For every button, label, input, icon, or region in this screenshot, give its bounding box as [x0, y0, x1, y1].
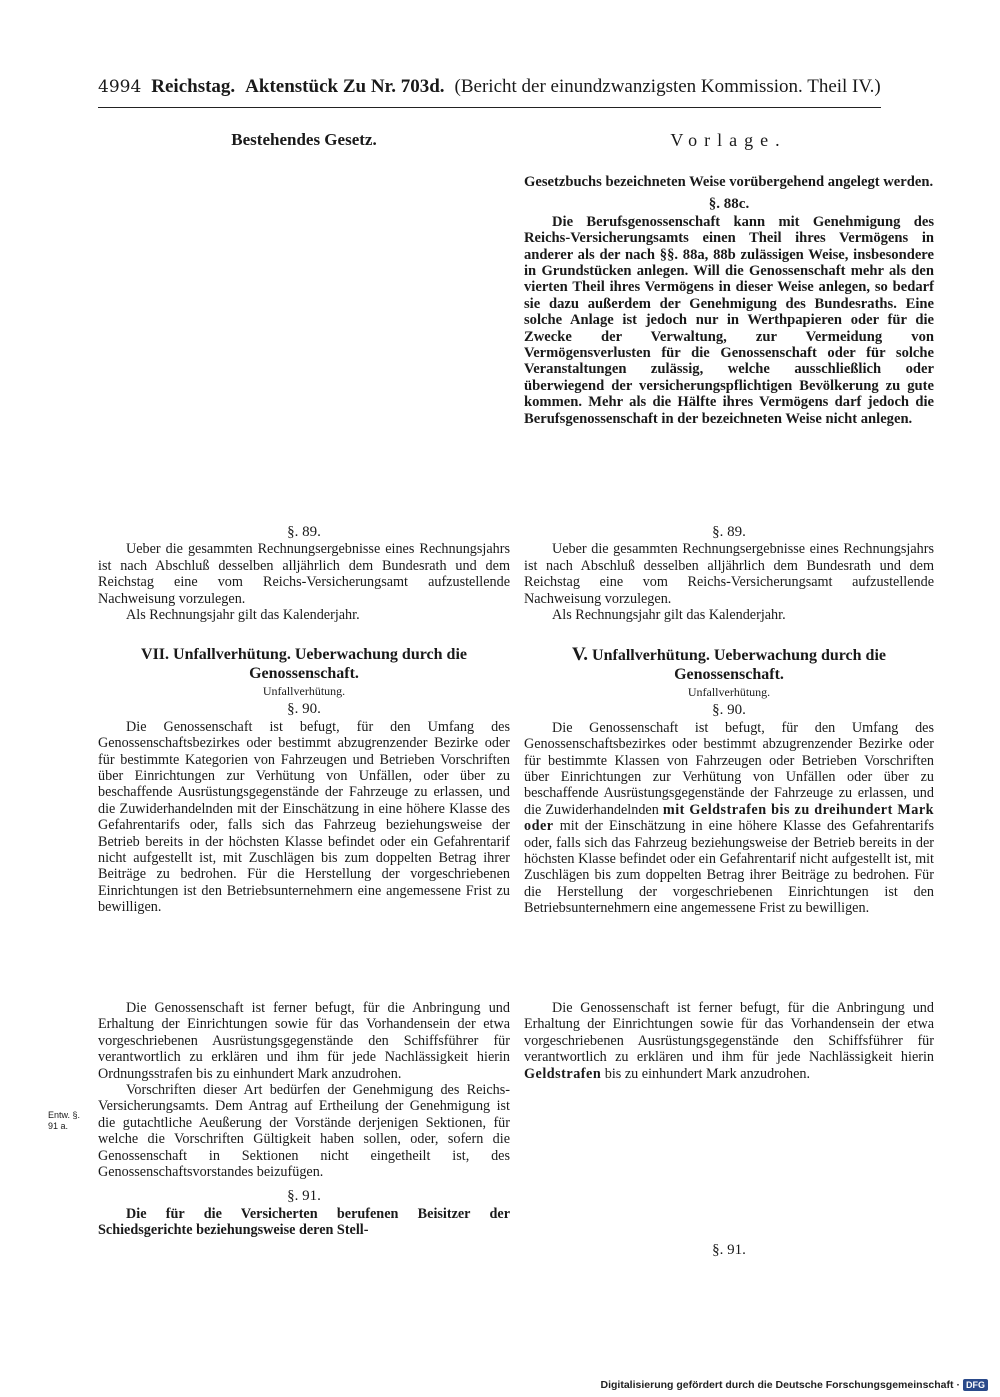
left-section-90-text: Die Genossenschaft ist befugt, für den Umfang des Genossenschaftsbezirkes oder bestimmt abzugrenzender Bezirke oder für bestimmte Kategorien von Fahrzeugen und Betrieben Vorschriften über Einrichtungen zur Verhütung von Unfällen, oder über zu beschaffende Ausrüstungsgegenstände der Fahrzeuge zu erlassen, und die Zuwiderhandelnden mit der Einschätzung in eine höhere Klasse des Gefahrentarifs oder, falls sich das Fahrzeug beziehungsweise der Betrieb bereits in der höchsten Klasse befindet oder ein Gefahrentarif nicht aufgestellt ist, mit Zuschlägen bis zum doppelten Betrag ihrer Beiträge zu bedrohen. Für die Herstellung der vorgeschriebenen Einrichtungen ist den Betriebsunternehmern eine angemessene Frist zu bewilligen. — [98, 718, 510, 916]
report-reference: (Bericht der einundzwanzigsten Kommission. Theil IV.) — [454, 76, 881, 97]
right-section-90-text-a: Die Genossenschaft ist befugt, für den Umfang des Genossenschaftsbezirkes oder bestimmt abzugrenzender Bezirke oder für bestimmte Klassen von Fahrzeugen oder Betrieben Vorschriften über Einrichtungen zur Verhütung von Unfällen oder über zu beschaffende Ausrüstungsgegenstände der Fahrzeuge zu erlassen, und die Zuwiderhandelnden — [524, 719, 934, 818]
section-88c-text: Die Berufsgenossenschaft kann mit Genehmigung des Reichs-Versicherungsamts einen Theil ihres Vermögens in anderer als der nach §§. 88a, 88b zulässigen Weise, insbesondere in Grundstücken anlegen. Will die Genossenschaft mehr als den vierten Theil ihres Vermögens in dieser Weise anlegen, so bedarf sie dazu außerdem der Genehmigung des Bundesraths. Eine solche Anlage ist jedoch nur in Werthpapieren oder für die Zwecke der Verwaltung, zur Vermeidung von Vermögensverlusten für die Genossenschaft oder für solche Veranstaltungen zulässig, welche ausschließlich oder überwiegend der versicherungspflichtigen Bevölkerung zu gute kommen. Mehr als die Hälfte ihres Vermögens darf jedoch die Berufsgenossenschaft in der bezeichneten Weise nicht anlegen. — [524, 213, 934, 427]
left-section-90-heading: §. 90. — [287, 701, 321, 718]
right-section-90-text — [524, 720, 934, 917]
margin-note: Entw. §. 91 a. — [48, 1110, 81, 1131]
right-chapter-subtitle: Unfallverhütung. — [687, 685, 771, 699]
section-88c-heading: §. 88c. — [708, 196, 750, 213]
left-section-89 — [98, 522, 510, 623]
left-section-90-par2: Die Genossenschaft ist ferner befugt, für die Anbringung und Erhaltung der Einrichtungen sowie für das Vorhandensein der etwa vorgeschriebenen Ausrüstungsgegenstände den Schiffsführer für verantwortlich zu erklären und ihm für jede Nachlässigkeit hierin Ordnungsstrafen bis zu einhundert Mark anzudrohen. — [98, 1000, 510, 1082]
right-section-91-heading: §. 91. — [712, 1242, 746, 1258]
right-par2-emphasis: Geldstrafen — [524, 1065, 602, 1082]
right-section-89-text2: Als Rechnungsjahr gilt das Kalenderjahr. — [552, 607, 786, 624]
left-section-89-text2: Als Rechnungsjahr gilt das Kalenderjahr. — [126, 607, 360, 624]
right-section-91 — [524, 1240, 934, 1259]
continuation-text: Gesetzbuchs bezeichneten Weise vorübergehend angelegt werden. — [524, 174, 934, 190]
page-number: 4994 — [98, 77, 142, 97]
left-chapter-title: VII. Unfallverhütung. Ueberwachung durch die Genossenschaft. — [141, 646, 467, 682]
right-column-title: Vorlage. — [670, 130, 787, 150]
left-chapter-subtitle: Unfallverhütung. — [262, 684, 346, 698]
left-paragraph-block — [98, 1000, 510, 1239]
left-section-91-heading: §. 91. — [287, 1188, 321, 1205]
right-section-89-text: Ueber die gesammten Rechnungsergebnisse eines Rechnungsjahrs ist nach Abschluß desselben alljährlich dem Bundesrath und dem Reichstag eine vom Reichs-Versicherungsamt aufzustellende Nachweisung vorzulegen. — [524, 541, 934, 607]
dfg-logo: DFG — [963, 1379, 988, 1391]
document-reference: Aktenstück Zu Nr. 703d. — [245, 76, 445, 97]
right-top-block — [524, 174, 934, 427]
left-section-91-text: Die für die Versicherten berufenen Beisitzer der Schiedsgerichte beziehungsweise deren Stell- — [98, 1205, 510, 1239]
publication-name: Reichstag. — [151, 76, 236, 97]
left-section-89-text: Ueber die gesammten Rechnungsergebnisse eines Rechnungsjahrs ist nach Abschluß desselben alljährlich dem Bundesrath und dem Reichstag eine vom Reichs-Versicherungsamt aufzustellende Nachweisung vorzulegen. — [98, 541, 510, 607]
right-paragraph-block — [524, 1000, 934, 1082]
right-chapter-number: V. — [572, 644, 589, 665]
left-column-title: Bestehendes Gesetz. — [231, 130, 377, 149]
right-section-90-heading: §. 90. — [712, 702, 746, 719]
right-section-90-emphasis: mit Geldstrafen bis zu dreihundert Mark oder — [524, 801, 935, 835]
right-par2-text-b: bis zu einhundert Mark anzudrohen. — [604, 1065, 811, 1082]
left-chapter-block — [98, 645, 510, 916]
right-chapter-block — [524, 645, 934, 917]
right-section-90-par2 — [524, 1000, 934, 1082]
left-section-89-heading: §. 89. — [287, 524, 321, 540]
right-chapter-title — [524, 645, 934, 684]
page-header — [98, 76, 883, 106]
footer-text: Digitalisierung gefördert durch die Deutsche Forschungsgemeinschaft — [600, 1379, 954, 1391]
right-par2-text-a: Die Genossenschaft ist ferner befugt, für die Anbringung und Erhaltung der Einrichtungen sowie für das Vorhandensein der etwa vorgeschriebenen Ausrüstungsgegenstände den Schiffsführer für verantwortlich zu erklären und ihm für jede Nachlässigkeit hierin — [524, 1000, 934, 1066]
footer-separator: · — [956, 1379, 960, 1391]
page-footer — [601, 1379, 988, 1391]
header-rule — [98, 107, 881, 108]
right-section-90-text-b: mit der Einschätzung in eine höhere Klasse des Gefahrentarifs oder, falls sich das Fahrzeug beziehungsweise der Betrieb bereits in der höchsten Klasse befindet oder ein Gefahrentarif nicht aufgestellt ist, mit Zuschlägen bis zum doppelten Betrag ihrer Beiträge zu bedrohen. Für die Herstellung der vorgeschriebenen Einrichtungen ist den Betriebsunternehmern eine angemessene Frist zu bewilligen. — [524, 818, 934, 917]
right-chapter-text: Unfallverhütung. Ueberwachung durch die Genossenschaft. — [592, 647, 886, 683]
right-section-89-heading: §. 89. — [712, 524, 746, 540]
left-section-90-par3: Vorschriften dieser Art bedürfen der Genehmigung des Reichs-Versicherungsamts. Dem Antrag auf Ertheilung der Genehmigung ist die gutachtliche Aeußerung der Vorstände derjenigen Sektionen, für welche die Vorschriften Gültigkeit haben sollen, oder, sofern die Genossenschaft in Sektionen nicht eingetheilt ist, des Genossenschaftsvorstandes beizufügen. — [98, 1082, 510, 1181]
right-section-89 — [524, 522, 934, 623]
